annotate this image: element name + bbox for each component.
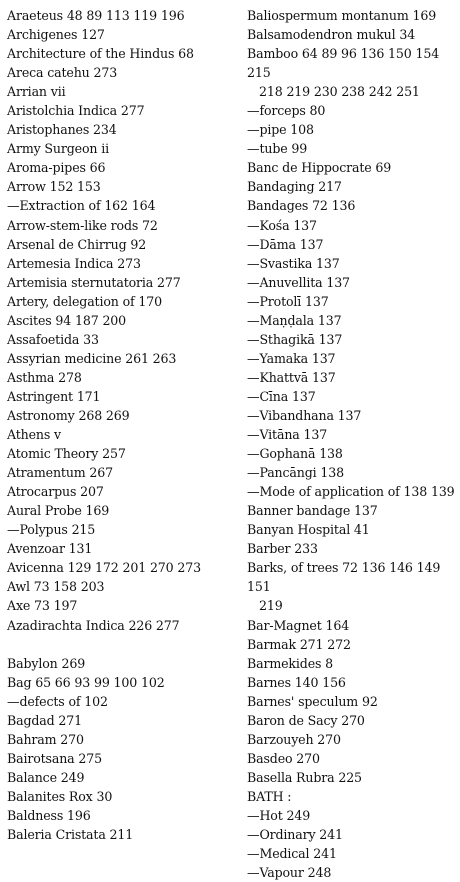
index-entry: Bairotsana 275 — [7, 750, 102, 766]
index-entry: Banner bandage 137 — [247, 503, 378, 519]
index-entry: —Polypus 215 — [7, 522, 96, 538]
index-entry: Baliospermum montanum 169 — [247, 8, 437, 23]
index-entry: Aristophanes 234 — [7, 122, 117, 138]
index-entry-text: Bamboo 64 89 96 136 150 154 215 — [247, 46, 440, 81]
index-entry: —defects of 102 — [7, 693, 108, 709]
index-entry: Atomic Theory 257 — [7, 446, 126, 462]
index-entry: —Dāma 137 — [247, 236, 324, 252]
index-entry: Barmekides 8 — [247, 655, 334, 671]
index-entry: Architecture of the Hindus 68 — [7, 46, 194, 62]
index-entry: Astronomy 268 269 — [7, 407, 130, 423]
index-entry: —Cīna 137 — [247, 388, 316, 404]
index-entry: Araeteus 48 89 113 119 196 — [7, 8, 185, 23]
index-entry: Bahram 270 — [7, 731, 84, 747]
index-entry: Banyan Hospital 41 — [247, 522, 370, 538]
index-entry: —Hot 249 — [247, 807, 311, 823]
index-entry: Artery, delegation of 170 — [7, 293, 162, 309]
index-entry: Avenzoar 131 — [7, 541, 93, 557]
index-entry: Artemisia sternutatoria 277 — [7, 274, 181, 290]
index-entry: Baron de Sacy 270 — [247, 712, 365, 728]
index-entry: —pipe 108 — [247, 122, 314, 138]
index-entry: —Kośa 137 — [247, 217, 317, 233]
index-entry: Arrian vii — [7, 84, 66, 100]
index-entry: —Khattvā 137 — [247, 369, 336, 385]
index-entry: Basella Rubra 225 — [247, 769, 362, 785]
index-entry: Azadirachta Indica 226 277 — [7, 617, 180, 633]
index-entry: —Vitāna 137 — [247, 427, 328, 443]
index-entry: Balanites Rox 30 — [7, 788, 113, 804]
index-entry: Bandages 72 136 — [247, 198, 356, 214]
index-entry: —Anuvellita 137 — [247, 274, 350, 290]
index-entry: —Pancāngi 138 — [247, 465, 344, 481]
index-entry: Avicenna 129 172 201 270 273 — [7, 560, 201, 576]
index-entry: —Ordinary 241 — [247, 827, 343, 843]
index-entry-continuation: 218 219 230 238 242 251 — [259, 84, 420, 100]
index-entry: Aroma-pipes 66 — [7, 160, 106, 176]
index-entry: —Yamaka 137 — [247, 350, 336, 366]
index-entry: Baldness 196 — [7, 807, 91, 823]
index-entry-text: Barks, of trees 72 136 146 149 151 — [247, 560, 441, 595]
index-entry: Archigenes 127 — [7, 27, 105, 43]
index-entry: —Vapour 248 — [247, 865, 332, 881]
index-entry: Assyrian medicine 261 263 — [7, 350, 177, 366]
index-entry: Basdeo 270 — [247, 750, 320, 766]
index-entry: Barmak 271 272 — [247, 636, 351, 652]
index-entry: —Mode of application of 138 139 — [247, 484, 455, 500]
section-gap — [7, 635, 233, 654]
index-entry: Areca catehu 273 — [7, 65, 118, 81]
index-entry: —tube 99 — [247, 141, 308, 157]
index-column-left — [7, 6, 233, 844]
index-entry: Asthma 278 — [7, 369, 82, 385]
index-entry: Barber 233 — [247, 541, 318, 557]
index-entry — [247, 558, 459, 615]
index-entry: Awl 73 158 203 — [7, 579, 105, 595]
index-entry: Arrow 152 153 — [7, 179, 101, 195]
index-entry: Assafoetida 33 — [7, 331, 99, 347]
index-entry: —Extraction of 162 164 — [7, 198, 156, 214]
index-entry: Army Surgeon ii — [7, 141, 109, 157]
index-entry: —Gophanā 138 — [247, 446, 343, 462]
index-entry: Barnes' speculum 92 — [247, 693, 378, 709]
index-entry: —Svastika 137 — [247, 255, 340, 271]
index-entry: Ascites 94 187 200 — [7, 312, 127, 328]
index-entry: Bag 65 66 93 99 100 102 — [7, 674, 165, 690]
index-entry: Arrow-stem-like rods 72 — [7, 217, 158, 233]
index-column-right — [247, 6, 459, 882]
index-entry: BATH : — [247, 788, 292, 804]
index-entry: Balsamodendron mukul 34 — [247, 27, 416, 43]
index-entry: Artemesia Indica 273 — [7, 255, 141, 271]
index-entry: Aural Probe 169 — [7, 503, 110, 519]
index-entry-continuation: 219 — [259, 598, 283, 614]
index-entry: Banc de Hippocrate 69 — [247, 160, 392, 176]
index-entry: —Vibandhana 137 — [247, 407, 362, 423]
index-entry: Atrocarpus 207 — [7, 484, 104, 500]
index-entry: Athens v — [7, 427, 61, 443]
index-entry: Babylon 269 — [7, 655, 86, 671]
index-entry: Astringent 171 — [7, 388, 101, 404]
index-entry — [247, 44, 459, 101]
index-entry: —Maṇḍala 137 — [247, 312, 342, 328]
index-entry: Aristolchia Indica 277 — [7, 103, 145, 119]
index-entry: Balance 249 — [7, 769, 85, 785]
index-entry: Barnes 140 156 — [247, 674, 346, 690]
index-entry: Axe 73 197 — [7, 598, 78, 614]
index-entry: —Medical 241 — [247, 846, 337, 862]
index-entry: Barzouyeh 270 — [247, 731, 341, 747]
index-entry: Bar-Magnet 164 — [247, 617, 350, 633]
index-entry: —Protolī 137 — [247, 293, 329, 309]
index-entry: Bagdad 271 — [7, 712, 82, 728]
index-entry: Bandaging 217 — [247, 179, 342, 195]
index-entry: Arsenal de Chirrug 92 — [7, 236, 147, 252]
index-entry: —forceps 80 — [247, 103, 326, 119]
index-entry: Atramentum 267 — [7, 465, 114, 481]
index-entry: Baleria Cristata 211 — [7, 826, 134, 842]
index-entry: —Sthagikā 137 — [247, 331, 343, 347]
